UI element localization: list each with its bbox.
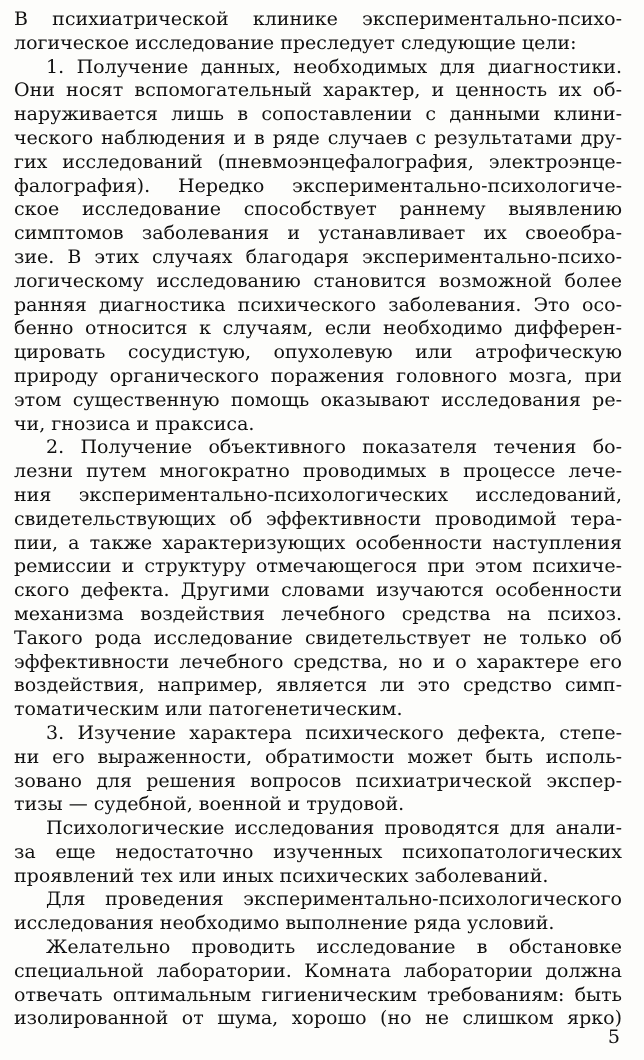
text-line: наруживается лишь в сопоставлении с данными клини-	[14, 103, 622, 126]
paragraph	[14, 936, 622, 1031]
text-line: ни его выраженности, обратимости может быть исполь-	[14, 745, 622, 768]
text-line: эффективности лечебного средства, но и о характере его	[14, 650, 622, 673]
text-line: за еще недостаточно изученных психопатологических	[14, 840, 622, 863]
text-line: воздействия, например, является ли это средство симп-	[14, 674, 622, 697]
text-line: гих исследований (пневмоэнцефалография, электроэнце-	[14, 150, 622, 173]
paragraph	[14, 722, 622, 817]
text-line: фалография). Нередко экспериментально-психологиче-	[14, 174, 622, 197]
text-line: природу органического поражения головного мозга, при	[14, 364, 622, 387]
text-line: пии, а также характеризующих особенности наступления	[14, 531, 622, 554]
text-line: зие. В этих случаях благодаря экспериментально-психо-	[14, 245, 622, 268]
text-line: цировать сосудистую, опухолевую или атрофическую	[14, 341, 622, 364]
text-line: изолированной от шума, хорошо (но не слишком ярко)	[14, 1007, 622, 1030]
text-line: Желательно проводить исследование в обстановке	[46, 936, 622, 959]
text-line: Такого рода исследование свидетельствует не только об	[14, 626, 622, 649]
text-line: 2. Получение объективного показателя течения бо-	[46, 436, 622, 459]
text-line: бенно относится к случаям, если необходимо дифферен-	[14, 317, 622, 340]
text-line: специальной лаборатории. Комната лаборатории должна	[14, 959, 622, 982]
paragraph	[14, 8, 622, 56]
text-line: тизы — судебной, военной и трудовой.	[14, 793, 405, 816]
paragraph	[14, 888, 622, 936]
text-line: отвечать оптимальным гигиеническим требованиям: быть	[14, 983, 622, 1006]
text-line: ческого наблюдения и в ряде случаев с результатами дру-	[14, 126, 622, 149]
text-line: ремиссии и структуру отмечающегося при этом психиче-	[14, 555, 622, 578]
text-line: ское исследование способствует раннему выявлению	[14, 198, 622, 221]
text-line: ния экспериментально-психологических исследований,	[14, 483, 622, 506]
text-line: Они носят вспомогательный характер, и ценность их об-	[14, 79, 622, 102]
text-line: симптомов заболевания и устанавливает их своеобра-	[14, 222, 622, 245]
text-line: 3. Изучение характера психического дефекта, степе-	[46, 721, 622, 744]
text-line: Психологические исследования проводятся для анали-	[46, 817, 622, 840]
text-line: исследования необходимо выполнение ряда условий.	[14, 912, 555, 935]
paragraph	[14, 817, 622, 888]
paragraph	[14, 436, 622, 722]
text-line: ранняя диагностика психического заболевания. Это осо-	[14, 293, 622, 316]
text-line: лезни путем многократно проводимых в процессе лече-	[14, 460, 622, 483]
paragraph	[14, 56, 622, 437]
text-line: В психиатрической клинике экспериментально-психо-	[14, 8, 622, 30]
text-line: механизма воздействия лечебного средства на психоз.	[14, 602, 622, 625]
text-line: Для проведения экспериментально-психологического	[46, 888, 622, 911]
text-line: логическое исследование преследует следующие цели:	[14, 31, 577, 54]
text-line: чи, гнозиса и праксиса.	[14, 412, 255, 435]
text-line: этом существенную помощь оказывают исследования ре-	[14, 388, 622, 411]
text-line: проявлений тех или иных психических заболеваний.	[14, 864, 549, 887]
text-line: ского дефекта. Другими словами изучаются особенности	[14, 579, 622, 602]
text-line: 1. Получение данных, необходимых для диагностики.	[46, 55, 622, 78]
body-text	[14, 8, 622, 1031]
text-line: логическому исследованию становится возможной более	[14, 269, 622, 292]
page-number: 5	[607, 1026, 620, 1048]
text-line: свидетельствующих об эффективности проводимой тера-	[14, 507, 622, 530]
text-line: томатическим или патогенетическим.	[14, 698, 403, 721]
text-line: зовано для решения вопросов психиатрической экспер-	[14, 769, 622, 792]
